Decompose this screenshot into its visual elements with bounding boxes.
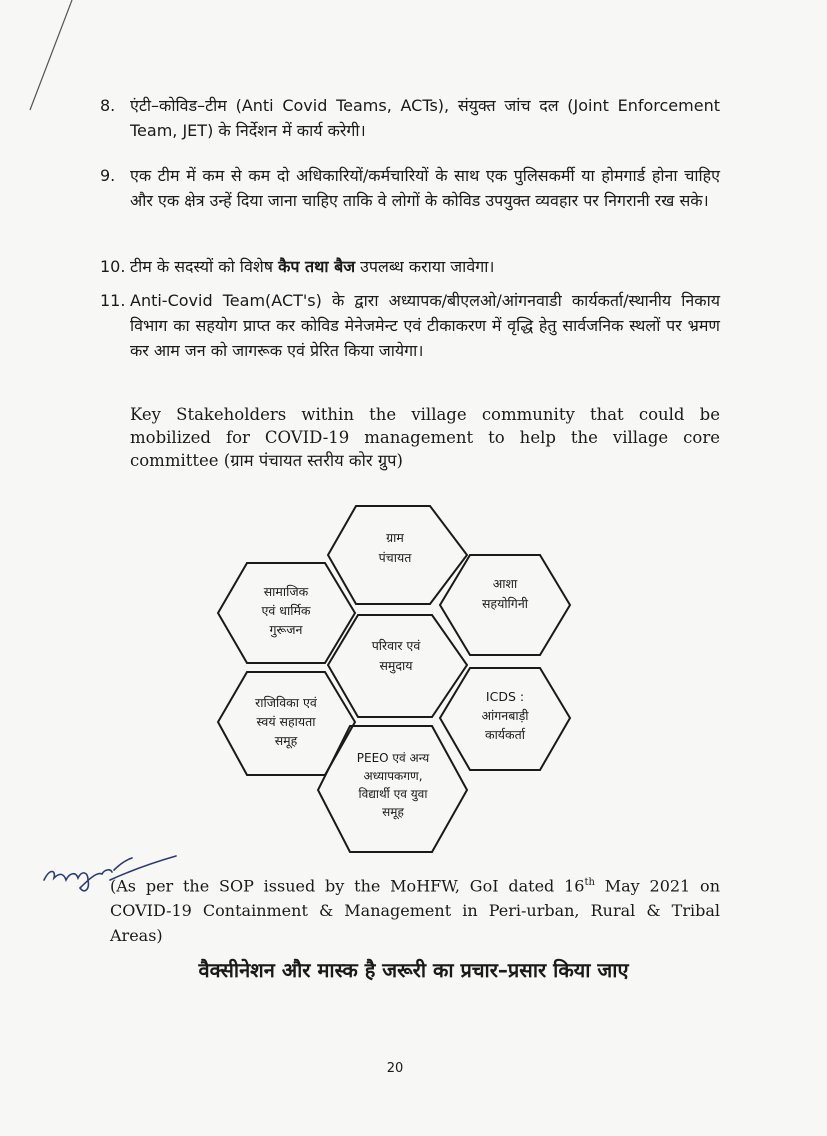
vaccination-slogan: वैक्सीनेशन और मास्क है जरूरी का प्रचार–प्रसार किया जाए [198, 958, 629, 982]
item-text [130, 254, 720, 279]
item-text: एक टीम में कम से कम दो अधिकारियों/कर्मचारियों के साथ एक पुलिसकर्मी या होमगार्ड होना चाहिए और एक क्षेत्र उन्हें दिया जाना चाहिए ताकि वे लोगों के कोविड उपयुक्त व्यवहार पर निगरानी रख सके। [130, 166, 720, 210]
hex-label-bottom-right: ICDS : आंगनबाड़ी कार्यकर्ता [481, 689, 529, 742]
list-item-11 [100, 288, 720, 363]
item-number: 8. [100, 96, 116, 115]
hex-label-top-right: आशा सहयोगिनी [481, 576, 529, 611]
stakeholder-hexagon-diagram [210, 500, 580, 860]
key-stakeholders-text: Key Stakeholders within the village community that could be mobilized for COVID-19 management to help the village core committee (ग्राम पंचायत स्तरीय कोर ग्रुप) [130, 405, 720, 470]
item-text-part: टीम के सदस्यों को विशेष [130, 257, 279, 276]
hex-label-bottom: PEEO एवं अन्य अध्यापकगण, विद्यार्थी एव युवा समूह [356, 751, 430, 819]
hex-label-bottom-left: राजिविका एवं स्वयं सहायता समूह [255, 695, 317, 748]
item-text-part: उपलब्ध कराया जावेगा। [355, 257, 495, 276]
sop-superscript: th [584, 877, 595, 888]
list-item-9 [100, 163, 720, 213]
page-fold-line [0, 0, 80, 120]
list-item-8 [100, 93, 720, 143]
item-number: 9. [100, 166, 116, 185]
sop-reference [110, 870, 720, 948]
item-text-bold: कैप तथा बैज [278, 257, 356, 276]
item-text: Anti-Covid Team(ACT's) के द्वारा अध्यापक/बीएलओ/आंगनवाडी कार्यकर्ता/स्थानीय निकाय विभाग का सहयोग प्राप्त कर कोविड मेनेजमेन्ट एवं टीकाकरण में वृद्धि हेतु सार्वजनिक स्थलों पर भ्रमण कर आम जन को जागरूक एवं प्रेरित किया जायेगा। [130, 291, 720, 360]
hex-label-center: परिवार एवं समुदाय [371, 638, 421, 673]
sop-text: May 2021 on COVID-19 Containment & Management in Peri-urban, Rural & Tribal Areas) [110, 876, 720, 946]
sop-text: (As per the SOP issued by the MoHFW, GoI dated 16 [110, 876, 585, 896]
hex-label-top-left: सामाजिक एवं धार्मिक गुरूजन [261, 584, 311, 637]
item-number: 10. [100, 257, 126, 276]
item-text: एंटी–कोविड–टीम (Anti Covid Teams, ACTs), संयुक्त जांच दल (Joint Enforcement Team, JET) के निर्देशन में कार्य करेगी। [130, 96, 720, 140]
hex-label-top: ग्राम पंचायत [378, 530, 412, 565]
list-item-10 [100, 254, 720, 279]
item-number: 11. [100, 291, 126, 310]
page-number: 20 [386, 1061, 404, 1076]
